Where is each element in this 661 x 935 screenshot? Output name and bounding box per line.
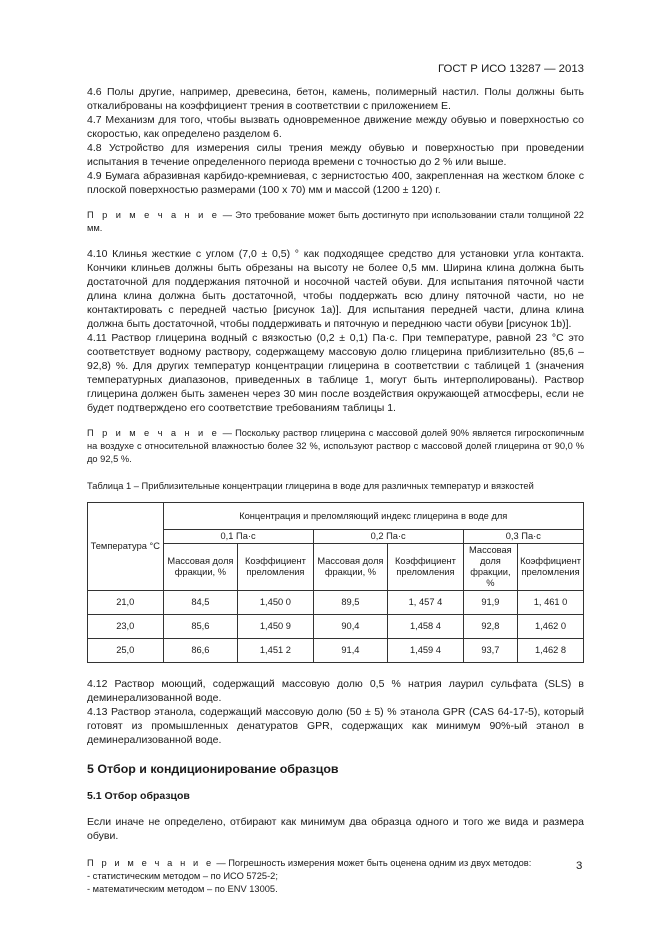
viscosity-header: 0,1 Па·с	[163, 530, 313, 544]
viscosity-header: 0,2 Па·с	[313, 530, 463, 544]
cell: 1,462 0	[518, 615, 584, 639]
group-header: Концентрация и преломляющий индекс глицерина в воде для	[163, 503, 583, 530]
cell: 25,0	[88, 639, 164, 663]
note-method-line: - математическим методом – по ENV 13005.	[87, 884, 278, 894]
cell: 91,4	[313, 639, 388, 663]
page-body	[87, 85, 584, 896]
clause-4-9: 4.9 Бумага абразивная карбидо-кремниевая, с зернистостью 400, закрепленная на жестком блоке с плоской поверхностью размерами (100 х 70) мм и массой (1200 ± 120) г.	[87, 170, 584, 196]
clause-4-7: 4.7 Механизм для того, чтобы вызвать одновременное движение между обувью и поверхностью со скоростью, как определено разделом 6.	[87, 114, 584, 140]
cell: 1,462 8	[518, 639, 584, 663]
cell: 86,6	[163, 639, 238, 663]
refraction-header: Коэффициент преломления	[388, 544, 463, 591]
clause-4-12: 4.12 Раствор моющий, содержащий массовую долю 0,5 % натрия лаурил сульфата (SLS) в деминерализованной воде.	[87, 678, 584, 704]
cell: 1,450 0	[238, 591, 313, 615]
note-glycerin	[87, 427, 584, 466]
table-row	[88, 615, 584, 639]
glycerin-table	[87, 502, 584, 663]
cell: 85,6	[163, 615, 238, 639]
cell: 1, 461 0	[518, 591, 584, 615]
table-row	[88, 591, 584, 615]
clause-4-11: 4.11 Раствор глицерина водный с вязкостью (0,2 ± 0,1) Па·с. При температуре, равной 23 °С это соответствует водному раствору, содержащему массовую долю глицерина приблизительно (85,6 – 92,8) %. Для других температур концентрации глицерина в соответствии с таблицей 1 (значения температурных диапазонов, приведенных в таблице 1, могут быть интерполированы). Раствор глицерина должен быть заменен через 30 мин после воздействия окружающей атмосферы, если не будет подтверждено его соответствие требованиям таблицы 1.	[87, 332, 584, 414]
note-label: П р и м е ч а н и е	[87, 858, 214, 868]
refraction-header: Коэффициент преломления	[238, 544, 313, 591]
note-text: — Погрешность измерения может быть оценена одним из двух методов:	[213, 858, 532, 868]
cell: 23,0	[88, 615, 164, 639]
cell: 1, 457 4	[388, 591, 463, 615]
table-caption: Таблица 1 – Приблизительные концентрации глицерина в воде для различных температур и вязкостей	[87, 481, 534, 491]
note-steel	[87, 209, 584, 235]
note-method-line: - статистическим методом – по ИСО 5725-2;	[87, 871, 278, 881]
standard-header: ГОСТ Р ИСО 13287 — 2013	[437, 63, 584, 75]
cell: 93,7	[463, 639, 517, 663]
cell: 84,5	[163, 591, 238, 615]
cell: 21,0	[88, 591, 164, 615]
note-text: — Поскольку раствор глицерина с массовой долей 90% является гигроскопичным на воздухе с относительной влажностью более 32 %, используют раствор с массовой долей глицерина от 90,0 % до 92,5 %.	[87, 428, 584, 464]
mass-fraction-header: Массовая доля фракции, %	[313, 544, 388, 591]
note-text: — Это требование может быть достигнуто при использовании стали толщиной 22 мм.	[87, 210, 584, 233]
clause-4-10: 4.10 Клинья жесткие с углом (7,0 ± 0,5) ° как подходящее средство для установки угла контакта. Кончики клиньев должны быть обрезаны на высоту не более 0,5 мм. Ширина клина должна быть достаточной для поддержания пяточной и носочной частей обуви. Для испытания пяточной части длина клина должна быть достаточной, чтобы поддержать всю длину пяточной части, но не контактировать с передней частью [рисунок 1а)]. Для испытания передней части, длина клина должна быть достаточной, чтобы поддерживать и пяточную и переднюю части обуви [рисунок 1b)].	[87, 248, 584, 330]
cell: 1,458 4	[388, 615, 463, 639]
cell: 91,9	[463, 591, 517, 615]
cell: 1,450 9	[238, 615, 313, 639]
sampling-paragraph: Если иначе не определено, отбирают как минимум два образца одного и того же вида и размера обуви.	[87, 816, 584, 842]
viscosity-header: 0,3 Па·с	[463, 530, 583, 544]
clause-4-8: 4.8 Устройство для измерения силы трения между обувью и поверхностью при проведении испытания в течение определенного периода времени с точностью до 2 % или выше.	[87, 142, 584, 168]
clause-4-13: 4.13 Раствор этанола, содержащий массовую долю (50 ± 5) % этанола GPR (CAS 64-17-5), который готовят из промышленных денатуратов GPR, содержащих как минимум 90%-ый этанол в деминерализованной воде.	[87, 706, 584, 746]
mass-fraction-header: Массовая доля фракции, %	[463, 544, 517, 591]
section-title: 5 Отбор и кондиционирование образцов	[87, 762, 339, 776]
refraction-header: Коэффициент преломления	[518, 544, 584, 591]
note-label: П р и м е ч а н и е	[87, 428, 220, 438]
note-label: П р и м е ч а н и е	[87, 210, 220, 220]
note-uncertainty	[87, 857, 584, 870]
table-row	[88, 639, 584, 663]
cell: 92,8	[463, 615, 517, 639]
cell: 90,4	[313, 615, 388, 639]
temperature-header: Температура °С	[88, 503, 164, 591]
page-number: 3	[576, 860, 583, 872]
subsection-title: 5.1 Отбор образцов	[87, 790, 190, 802]
clause-4-6: 4.6 Полы другие, например, древесина, бетон, камень, полимерный настил. Полы должны быть откалиброваны на коэффициент трения в соответствии с приложением Е.	[87, 86, 584, 112]
cell: 1,459 4	[388, 639, 463, 663]
cell: 89,5	[313, 591, 388, 615]
mass-fraction-header: Массовая доля фракции, %	[163, 544, 238, 591]
cell: 1,451 2	[238, 639, 313, 663]
